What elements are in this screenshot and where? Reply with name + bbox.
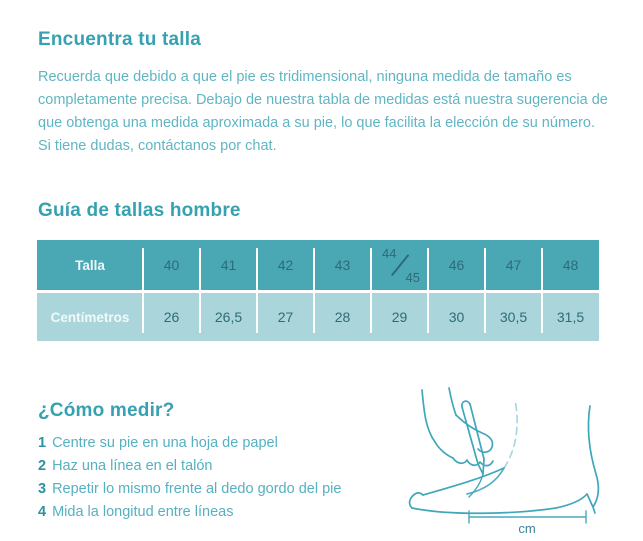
size-cell: 43 (314, 240, 371, 290)
size-45: 45 (405, 270, 420, 285)
row-label-centimetros: Centímetros (37, 293, 143, 341)
intro-line: Recuerda que debido a que el pie es tridimensional, ninguna medida de tamaño es (38, 69, 572, 85)
step-number: 2 (38, 458, 47, 474)
step-number: 3 (38, 481, 47, 497)
size-44: 44 (382, 246, 397, 261)
how-to-measure-section (38, 400, 605, 536)
foot-pen-drawing (406, 386, 621, 536)
size-cell: 42 (257, 240, 314, 290)
step-text: Haz una línea en el talón (52, 458, 213, 474)
size-cell: 47 (485, 240, 542, 290)
cm-cell: 31,5 (542, 293, 599, 341)
cm-cell: 29 (371, 293, 428, 341)
page-title: Encuentra tu talla (38, 29, 202, 50)
cm-cell: 26,5 (200, 293, 257, 341)
step-text: Repetir lo mismo frente al dedo gordo del pie (52, 481, 342, 497)
size-cell: 46 (428, 240, 485, 290)
cm-cell: 26 (143, 293, 200, 341)
intro-line: Si tiene dudas, contáctanos por chat. (38, 138, 277, 154)
intro-paragraph (38, 66, 608, 158)
row-label-talla: Talla (37, 240, 143, 290)
intro-line: que obtenga una medida aproximada a su pie, lo que facilita la elección de su número. (38, 115, 596, 131)
step-number: 4 (38, 504, 47, 520)
step-text: Mida la longitud entre líneas (52, 504, 234, 520)
cm-label: cm (518, 521, 536, 536)
step-number: 1 (38, 435, 47, 451)
size-table (37, 240, 599, 341)
cm-cell: 28 (314, 293, 371, 341)
intro-line: completamente precisa. Debajo de nuestra tabla de medidas está nuestra sugerencia de (38, 92, 608, 108)
cm-cell: 30 (428, 293, 485, 341)
size-cell: 40 (143, 240, 200, 290)
cm-cell: 30,5 (485, 293, 542, 341)
size-cell: 48 (542, 240, 599, 290)
size-guide-heading: Guía de tallas hombre (38, 200, 241, 221)
size-cell: 41 (200, 240, 257, 290)
how-to-measure-heading: ¿Cómo medir? (38, 400, 175, 421)
size-cell-44-45 (371, 240, 428, 290)
foot-measuring-illustration (406, 386, 621, 536)
cm-cell: 27 (257, 293, 314, 341)
step-text: Centre su pie en una hoja de papel (52, 435, 278, 451)
